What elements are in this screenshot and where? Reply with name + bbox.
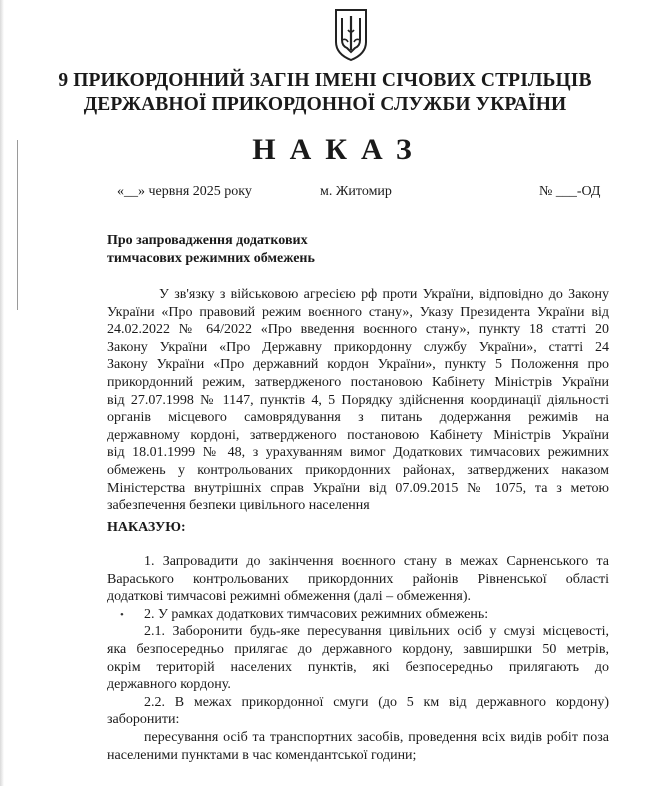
text-line: Закону України «Про державний кордон України», пункту 5 Положення про bbox=[107, 357, 609, 373]
order-date: «__» червня 2025 року bbox=[117, 184, 252, 199]
document-title: НАКАЗ bbox=[252, 133, 426, 166]
text-line: прикордонний режим, затвердженого постановою Кабінету Міністрів України bbox=[107, 374, 609, 390]
preamble-paragraph bbox=[107, 286, 609, 515]
text-line: від 18.01.1999 № 48, з урахуванням вимог Додаткових тимчасових режимних bbox=[107, 445, 609, 461]
text-line: 24.02.2022 № 64/2022 «Про введення воєнного стану», пункту 18 статті 20 bbox=[107, 322, 609, 338]
text-line: яка безпосередньо прилягає до державного кордону, завширшки 50 метрів, bbox=[107, 641, 609, 657]
text-line: Вараського контрольованих прикордонних районів Рівненської області bbox=[107, 571, 609, 587]
organization-name-line2: ДЕРЖАВНОЇ ПРИКОРДОННОЇ СЛУЖБИ УКРАЇНИ bbox=[83, 94, 567, 115]
text-line: Закону України «Про Державну прикордонну службу України», статті 24 bbox=[107, 339, 609, 355]
subject-line: Про запровадження додаткових bbox=[107, 233, 308, 248]
subject-line: тимчасових режимних обмежень bbox=[107, 251, 315, 266]
scan-edge-shadow bbox=[0, 0, 4, 786]
text-line: України «Про правовий режим воєнного стану», Указу Президента України від bbox=[107, 304, 609, 320]
text-line: 2.1. Заборонити будь-яке пересування цивільних осіб у смузі місцевості, bbox=[144, 624, 609, 640]
text-line: додаткові тимчасові режимні обмеження (далі – обмеження). bbox=[107, 589, 471, 605]
organization-name-line1: 9 ПРИКОРДОННИЙ ЗАГІН ІМЕНІ СІЧОВИХ СТРІЛЬЦІВ bbox=[58, 70, 592, 91]
text-line: 1. Запровадити до закінчення воєнного стану в межах Сарненського та bbox=[144, 554, 609, 569]
text-line: окрім територій населених пунктів, які безпосередньо прилягають до bbox=[107, 659, 609, 675]
text-line: органів місцевого самоврядування з питань додержання режимів на bbox=[107, 410, 609, 426]
text-line: державному кордоні, затвердженого постановою Кабінету Міністрів України bbox=[107, 427, 609, 443]
order-place: м. Житомир bbox=[320, 184, 392, 199]
text-line: населеними пунктами в час комендантської години; bbox=[107, 747, 417, 763]
text-line: У зв'язку з військовою агресією рф проти України, відповідно до Закону bbox=[159, 287, 609, 302]
order-directive-word: НАКАЗУЮ: bbox=[107, 520, 186, 535]
text-line: обмежень у контрольованих прикордонних районах, затверджених наказом bbox=[107, 462, 609, 478]
text-line: заборонити: bbox=[107, 712, 180, 728]
text-line: забезпечення безпеки цивільного населення bbox=[107, 498, 370, 514]
text-line: Міністерства внутрішніх справ України від 07.09.2015 № 1075, та з метою bbox=[107, 480, 609, 496]
margin-bullet-mark: • bbox=[120, 609, 124, 621]
text-line: пересування осіб та транспортних засобів, проведення всіх видів робіт поза bbox=[144, 729, 609, 745]
text-line: від 27.07.1998 № 1147, пунктів 4, 5 Порядку здійснення координації діяльності bbox=[107, 392, 609, 408]
order-number: № ___-ОД bbox=[539, 184, 601, 199]
order-subject bbox=[107, 232, 315, 268]
text-line: державного кордону. bbox=[107, 677, 231, 693]
order-points bbox=[107, 553, 609, 764]
text-line: 2.2. В межах прикордонної смуги (до 5 км від державного кордону) bbox=[144, 694, 609, 710]
trident-coat-of-arms-icon bbox=[333, 8, 369, 62]
text-line: 2. У рамках додаткових тимчасових режимних обмежень: bbox=[144, 606, 489, 622]
